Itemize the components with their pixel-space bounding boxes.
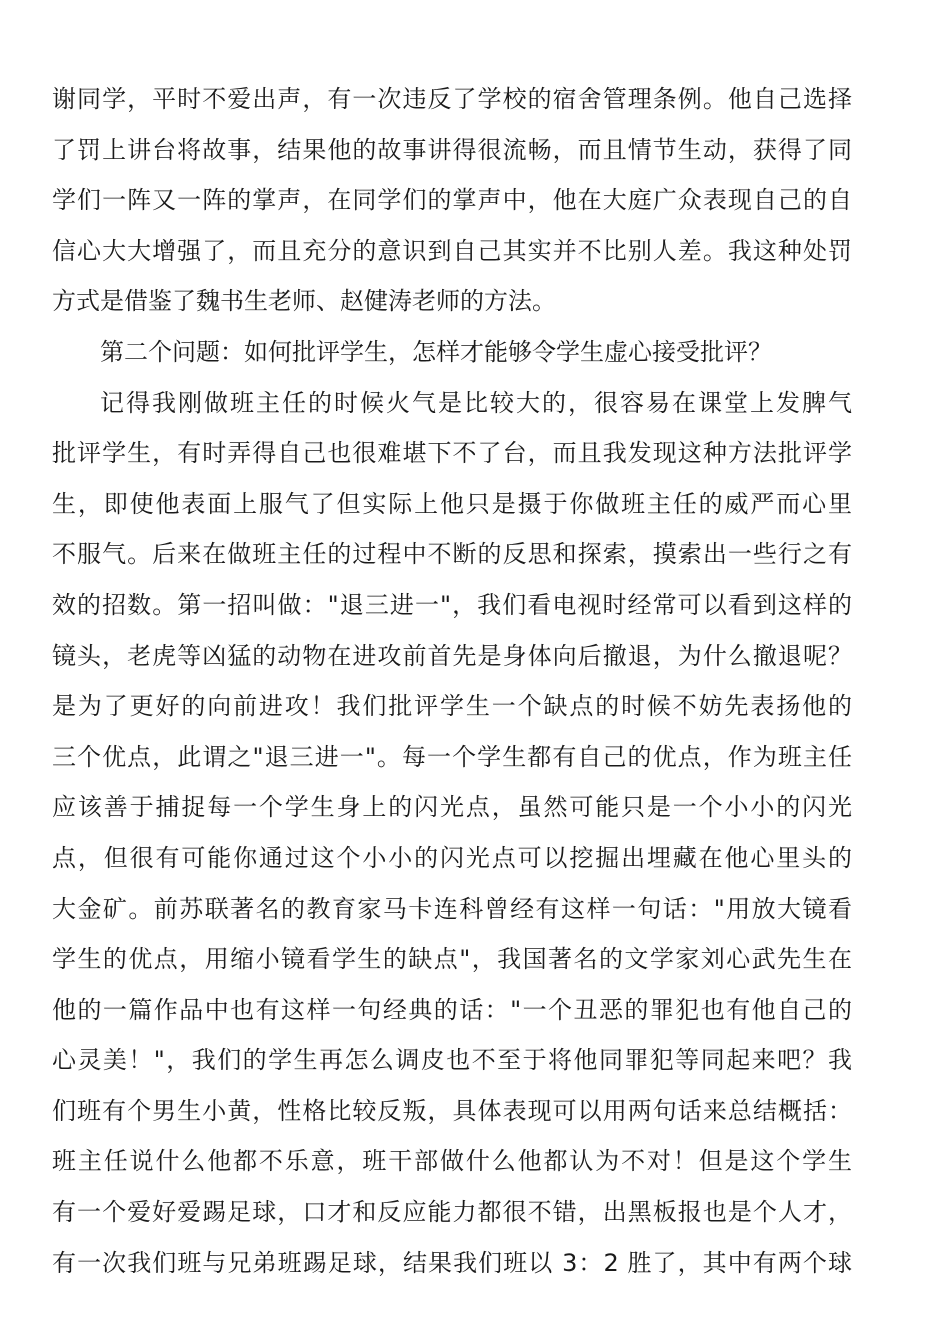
text-line: 镜头，老虎等凶猛的动物在进攻前首先是身体向后撤退，为什么撤退呢？ [52,641,852,670]
text-line: 班主任说什么他都不乐意，班干部做什么他都认为不对！但是这个学生 [52,1147,852,1176]
text-line: 有一个爱好爱踢足球，口才和反应能力都很不错，出黑板报也是个人才， [52,1198,852,1227]
text-line: 方式是借鉴了魏书生老师、赵健涛老师的方法。 [52,287,556,316]
text-line: 们班有个男生小黄，性格比较反叛，具体表现可以用两句话来总结概括： [52,1096,852,1125]
text-line: 生，即使他表面上服气了但实际上他只是摄于你做班主任的威严而心里 [52,489,852,518]
text-line: 是为了更好的向前进攻！我们批评学生一个缺点的时候不妨先表扬他的 [52,692,852,721]
text-line: 学们一阵又一阵的掌声，在同学们的掌声中，他在大庭广众表现自己的自 [52,186,852,215]
text-line: 三个优点，此谓之"退三进一"。每一个学生都有自己的优点，作为班主任 [52,742,852,771]
text-line: 了罚上讲台将故事，结果他的故事讲得很流畅，而且情节生动，获得了同 [52,135,852,164]
text-line: 应该善于捕捉每一个学生身上的闪光点，虽然可能只是一个小小的闪光 [52,793,852,822]
text-line: 他的一篇作品中也有这样一句经典的话："一个丑恶的罪犯也有他自己的 [52,995,852,1024]
text-line: 点，但很有可能你通过这个小小的闪光点可以挖掘出埋藏在他心里头的 [52,843,852,872]
text-line: 不服气。后来在做班主任的过程中不断的反思和探索，摸索出一些行之有 [52,540,852,569]
body-text [52,74,852,1288]
text-line: 效的招数。第一招叫做："退三进一"，我们看电视时经常可以看到这样的 [52,590,852,619]
section-question: 第二个问题：如何批评学生，怎样才能够令学生虚心接受批评？ [100,337,772,366]
text-line: 记得我刚做班主任的时候火气是比较大的，很容易在课堂上发脾气 [100,388,852,417]
text-line: 信心大大增强了，而且充分的意识到自己其实并不比别人差。我这种处罚 [52,236,852,265]
text-line: 有一次我们班与兄弟班踢足球，结果我们班以 3：2 胜了，其中有两个球 [52,1248,852,1277]
text-line: 谢同学，平时不爱出声，有一次违反了学校的宿舍管理条例。他自己选择 [52,85,852,113]
text-line: 大金矿。前苏联著名的教育家马卡连科曾经有这样一句话："用放大镜看 [52,894,852,923]
text-line: 心灵美！"，我们的学生再怎么调皮也不至于将他同罪犯等同起来吧？我 [52,1046,852,1075]
text-line: 批评学生，有时弄得自己也很难堪下不了台，而且我发现这种方法批评学 [52,439,852,468]
text-line: 学生的优点，用缩小镜看学生的缺点"，我国著名的文学家刘心武先生在 [52,945,852,974]
